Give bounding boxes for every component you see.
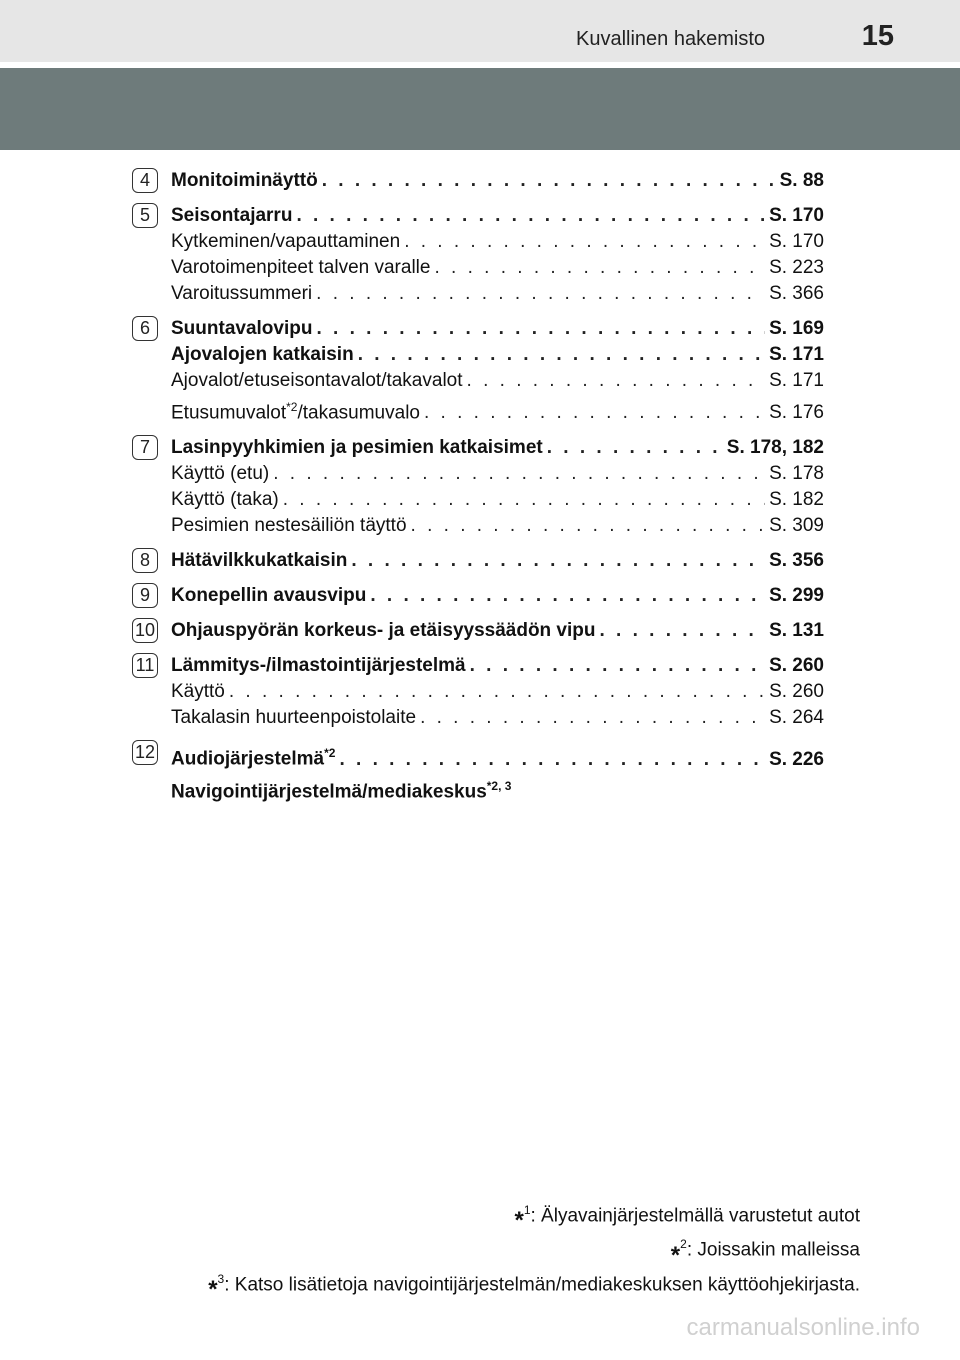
index-subentry[interactable]	[171, 679, 824, 705]
index-subentry[interactable]	[171, 461, 824, 487]
dot-leader	[229, 679, 765, 705]
entry-label: Käyttö (taka)	[171, 489, 279, 511]
index-entry[interactable]	[171, 618, 824, 644]
dot-leader	[273, 461, 765, 487]
page-reference[interactable]: S. 131	[769, 620, 824, 642]
entry-label: Takalasin huurteenpoistolaite	[171, 707, 417, 729]
index-group	[132, 548, 824, 574]
callout-number-badge: 12	[132, 740, 158, 765]
index-group	[132, 583, 824, 609]
callout-number-badge: 9	[132, 583, 158, 608]
page-reference[interactable]: S. 260	[769, 655, 824, 677]
page-reference[interactable]: S. 171	[769, 344, 824, 365]
index-entry[interactable]	[171, 316, 824, 342]
index-entry[interactable]	[171, 435, 824, 461]
callout-number-badge: 10	[132, 618, 158, 643]
entry-label: Pesimien nestesäiliön täyttö	[171, 515, 407, 537]
page-reference[interactable]: S. 170	[769, 205, 824, 226]
asterisk-icon: *	[208, 1275, 218, 1303]
entry-label: Seisontajarru	[171, 205, 293, 226]
entry-label: Kytkeminen/vapauttaminen	[171, 231, 401, 252]
header-band	[0, 68, 960, 150]
page-reference[interactable]: S. 264	[769, 707, 824, 729]
dot-leader	[424, 400, 765, 426]
dot-leader	[296, 203, 765, 229]
dot-leader	[322, 168, 776, 194]
entry-label: Lasinpyyhkimien ja pesimien katkaisimet	[171, 437, 543, 459]
index-subentry[interactable]	[171, 705, 824, 731]
footnote: *$^3$: Katso lisätietoja navigointijärjestelmän/mediakeskuksen käyttöohjekirjasta.	[208, 1271, 860, 1303]
index-subentry[interactable]	[171, 368, 824, 394]
entry-label: Lämmitys-/ilmastointijärjestelmä	[171, 655, 466, 677]
asterisk-icon: *	[514, 1207, 524, 1235]
dot-leader	[411, 513, 766, 539]
index-group	[132, 203, 824, 307]
dot-leader	[316, 316, 765, 342]
dot-leader	[420, 705, 765, 731]
index-entry[interactable]	[171, 342, 824, 368]
callout-number-badge: 8	[132, 548, 158, 573]
index-subentry[interactable]	[171, 229, 824, 255]
entry-label: Käyttö (etu)	[171, 463, 270, 485]
page-reference[interactable]: S. 170	[769, 231, 824, 252]
asterisk-icon: *	[670, 1241, 681, 1269]
header-bar	[0, 0, 960, 62]
dot-leader	[316, 281, 765, 307]
page-reference[interactable]: S. 299	[769, 585, 824, 607]
index-entry[interactable]	[171, 773, 824, 805]
index-subentry[interactable]	[171, 281, 824, 307]
callout-number-badge: 5	[132, 203, 158, 228]
footnote-ref: *2	[286, 400, 298, 414]
watermark: carmanualsonline.info	[686, 1314, 920, 1341]
entry-label: Ajovalojen katkaisin	[171, 344, 354, 365]
page-reference[interactable]: S. 260	[769, 681, 824, 703]
callout-number-badge: 7	[132, 435, 158, 460]
entry-label: Monitoiminäyttö	[171, 170, 318, 191]
index-entry[interactable]	[171, 653, 824, 679]
page-reference[interactable]: S. 169	[769, 318, 824, 339]
footnotes	[208, 1196, 860, 1303]
index-entry[interactable]	[171, 583, 824, 609]
entry-label: Audiojärjestelmä$^{*2}$	[171, 746, 336, 770]
index-entry[interactable]	[171, 168, 824, 194]
index-group	[132, 168, 824, 194]
page-reference[interactable]: S. 356	[769, 550, 824, 572]
entry-label: Varoitussummeri	[171, 283, 313, 304]
page-reference[interactable]: S. 182	[769, 489, 824, 511]
dot-leader	[404, 229, 765, 255]
entry-label: Navigointijärjestelmä/mediakeskus$^{*2, 3}$	[171, 778, 512, 802]
dot-leader	[600, 618, 766, 644]
entry-label: Suuntavalovipu	[171, 318, 313, 339]
entry-label: Ajovalot/etuseisontavalot/takavalot	[171, 370, 463, 391]
entry-label: Konepellin avausvipu	[171, 585, 367, 607]
index-group	[132, 740, 824, 805]
entry-label: Käyttö	[171, 681, 225, 703]
callout-number-badge: 6	[132, 316, 158, 341]
index-subentry[interactable]	[171, 487, 824, 513]
page-reference[interactable]: S. 88	[779, 170, 824, 191]
entry-label: Varotoimenpiteet talven varalle	[171, 257, 431, 278]
index-subentry[interactable]	[171, 513, 824, 539]
entry-label: Hätävilkkukatkaisin	[171, 550, 348, 572]
page-reference[interactable]: S. 176	[769, 402, 824, 424]
section-title: Kuvallinen hakemisto	[576, 28, 765, 50]
index-list	[132, 168, 824, 814]
index-group	[132, 435, 824, 539]
footnote: *$^1$: Älyavainjärjestelmällä varustetut autot	[514, 1203, 860, 1235]
dot-leader	[467, 368, 766, 394]
index-group	[132, 618, 824, 644]
page-reference[interactable]: S. 178	[769, 463, 824, 485]
callout-number-badge: 4	[132, 168, 158, 193]
callout-number-badge: 11	[132, 653, 158, 678]
page-number: 15	[861, 20, 894, 52]
page-reference[interactable]: S. 226	[769, 748, 824, 770]
dot-leader	[547, 435, 723, 461]
page-reference[interactable]: S. 171	[769, 370, 824, 391]
page-reference[interactable]: S. 366	[769, 283, 824, 304]
dot-leader	[470, 653, 765, 679]
entry-label: Ohjauspyörän korkeus- ja etäisyyssäädön vipu	[171, 620, 596, 642]
dot-leader	[283, 487, 765, 513]
index-group	[132, 653, 824, 731]
dot-leader	[434, 255, 765, 281]
dot-leader	[370, 583, 765, 609]
index-subentry[interactable]	[171, 255, 824, 281]
footnote: *$^2$: Joissakin malleissa	[670, 1237, 860, 1269]
page-reference[interactable]: S. 223	[769, 257, 824, 278]
dot-leader	[358, 342, 765, 368]
index-subentry[interactable]	[171, 394, 824, 426]
entry-label: Etusumuvalot$^{*2}$/takasumuvalo	[171, 400, 420, 424]
index-entry[interactable]	[171, 740, 824, 772]
footnote-ref: *2	[324, 746, 336, 761]
index-group	[132, 316, 824, 426]
page-reference[interactable]: S. 309	[769, 515, 824, 537]
footnote-ref: *2, 3	[486, 778, 512, 793]
dot-leader	[351, 548, 765, 574]
dot-leader	[339, 747, 765, 773]
index-entry[interactable]	[171, 548, 824, 574]
index-entry[interactable]	[171, 203, 824, 229]
page-reference[interactable]: S. 178, 182	[726, 437, 824, 459]
